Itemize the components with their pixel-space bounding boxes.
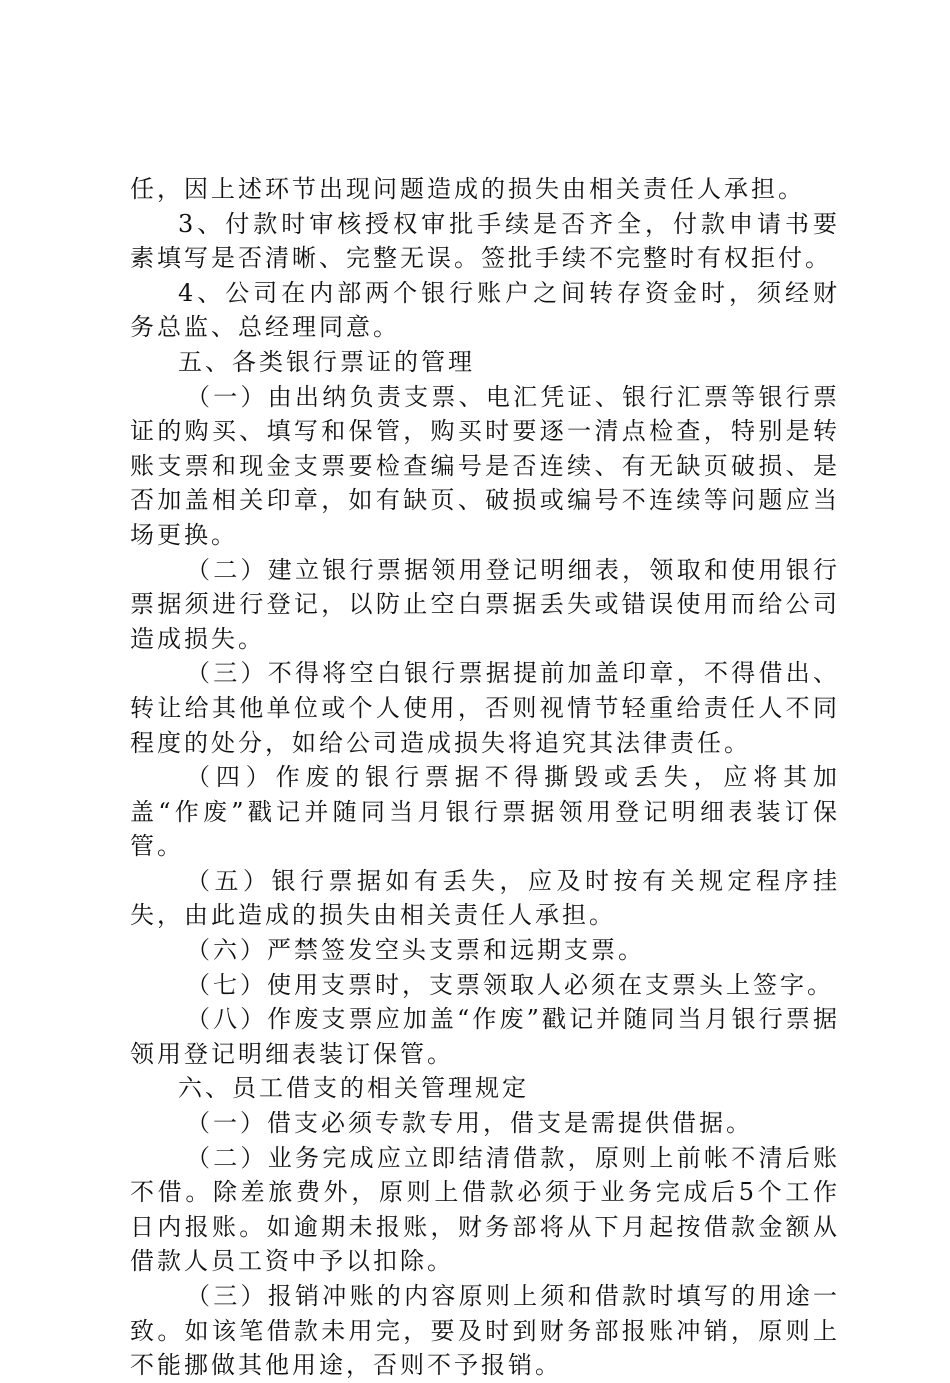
paragraph-6-1: （一）借支必须专款专用，借支是需提供借据。 [186,1109,753,1138]
paragraph-5-8: （八）作废支票应加盖“作废”戳记并随同当月银行票据领用登记明细表装订保管。 [130,1005,840,1068]
document-body [130,172,840,1383]
section-heading-6: 六、员工借支的相关管理规定 [178,1074,529,1103]
paragraph-5-3: （三）不得将空白银行票据提前加盖印章，不得借出、转让给其他单位或个人使用，否则视情节轻重给责任人不同程度的处分，如给公司造成损失将追究其法律责任。 [130,659,840,757]
paragraph-5-1: （一）由出纳负责支票、电汇凭证、银行汇票等银行票证的购买、填写和保管，购买时要逐一清点检查，特别是转账支票和现金支票要检查编号是否连续、有无缺页破损、是否加盖相关印章，如有缺页、破损或编号不连续等问题应当场更换。 [130,382,840,549]
paragraph-5-4: （四）作废的银行票据不得撕毁或丢失，应将其加盖“作废”戳记并随同当月银行票据领用登记明细表装订保管。 [130,763,840,861]
paragraph-item-3: 3、付款时审核授权审批手续是否齐全，付款申请书要素填写是否清晰、完整无误。签批手续不完整时有权拒付。 [130,209,840,273]
paragraph-5-6: （六）严禁签发空头支票和远期支票。 [186,936,645,965]
paragraph-5-5: （五）银行票据如有丢失，应及时按有关规定程序挂失，由此造成的损失由相关责任人承担。 [130,866,840,930]
paragraph-5-7: （七）使用支票时，支票领取人必须在支票头上签字。 [186,970,834,999]
paragraph-6-2: （二）业务完成应立即结清借款，原则上前帐不清后账不借。除差旅费外，原则上借款必须于业务完成后5个工作日内报账。如逾期未报账，财务部将从下月起按借款金额从借款人员工资中予以扣除。 [130,1143,840,1276]
paragraph-continuation: 任，因上述环节出现问题造成的损失由相关责任人承担。 [130,175,805,203]
paragraph-item-4: 4、公司在内部两个银行账户之间转存资金时，须经财务总监、总经理同意。 [130,278,840,342]
paragraph-6-3: （三）报销冲账的内容原则上须和借款时填写的用途一致。如该笔借款未用完，要及时到财务部报账冲销，原则上不能挪做其他用途，否则不予报销。 [130,1282,840,1380]
section-heading-5: 五、各类银行票证的管理 [178,347,475,376]
paragraph-5-2: （二）建立银行票据领用登记明细表，领取和使用银行票据须进行登记，以防止空白票据丢失或错误使用而给公司造成损失。 [130,555,840,653]
